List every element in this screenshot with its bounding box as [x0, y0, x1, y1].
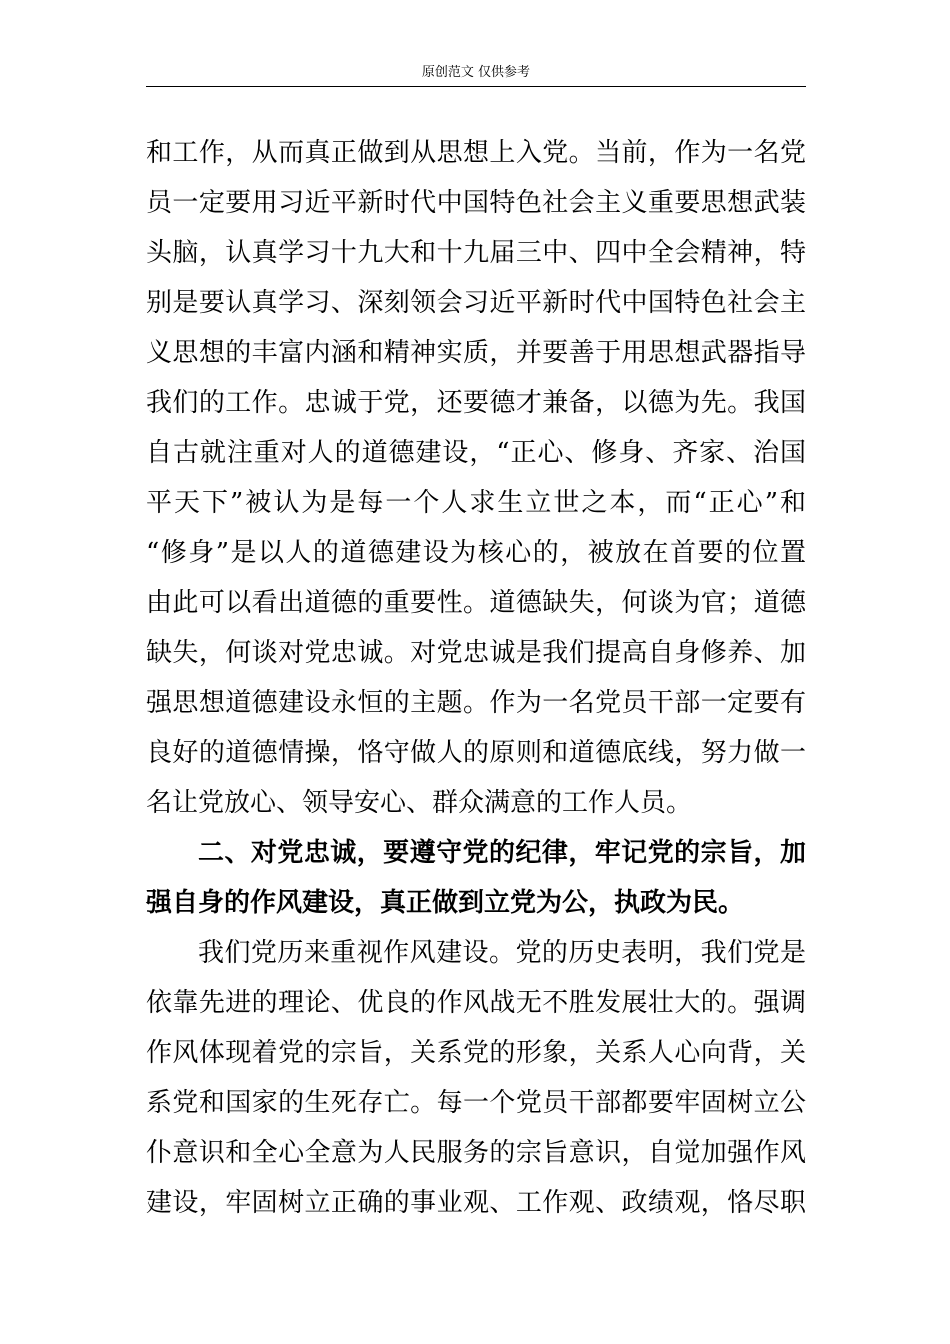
text-line: 仆意识和全心全意为人民服务的宗旨意识，自觉加强作风 — [146, 1138, 806, 1168]
text-line: 良好的道德情操，恪守做人的原则和道德底线，努力做一 — [146, 738, 806, 768]
text-line: 我们的工作。忠诚于党，还要德才兼备，以德为先。我国 — [146, 388, 806, 418]
text-line: 名让党放心、领导安心、群众满意的工作人员。 — [146, 788, 693, 818]
text-line: 员一定要用习近平新时代中国特色社会主义重要思想武装 — [146, 188, 806, 218]
text-line: 我们党历来重视作风建设。党的历史表明，我们党是 — [198, 938, 806, 968]
text-line: 和工作，从而真正做到从思想上入党。当前，作为一名党 — [146, 138, 806, 168]
text-line: 建设，牢固树立正确的事业观、工作观、政绩观，恪尽职 — [146, 1188, 806, 1218]
text-line: 作风体现着党的宗旨，关系党的形象，关系人心向背，关 — [146, 1038, 806, 1068]
text-line: “修身”是以人的道德建设为核心的，被放在首要的位置 — [146, 538, 806, 568]
text-line: 头脑，认真学习十九大和十九届三中、四中全会精神，特 — [146, 238, 806, 268]
header-text: 原创范文 仅供参考 — [421, 65, 531, 80]
text-line: 自古就注重对人的道德建设，“正心、修身、齐家、治国 — [146, 438, 806, 468]
text-line: 强思想道德建设永恒的主题。作为一名党员干部一定要有 — [146, 688, 806, 718]
text-line: 别是要认真学习、深刻领会习近平新时代中国特色社会主 — [146, 288, 806, 318]
text-line: 由此可以看出道德的重要性。道德缺失，何谈为官；道德 — [146, 588, 806, 618]
text-line: 义思想的丰富内涵和精神实质，并要善于用思想武器指导 — [146, 338, 806, 368]
text-line: 平天下”被认为是每一个人求生立世之本，而“正心”和 — [146, 488, 806, 518]
text-line: 系党和国家的生死存亡。每一个党员干部都要牢固树立公 — [146, 1088, 806, 1118]
text-line: 依靠先进的理论、优良的作风战无不胜发展壮大的。强调 — [146, 988, 806, 1018]
section-heading-line: 二、对党忠诚，要遵守党的纪律，牢记党的宗旨，加 — [198, 838, 806, 868]
text-line: 缺失，何谈对党忠诚。对党忠诚是我们提高自身修养、加 — [146, 638, 806, 668]
section-heading-line: 强自身的作风建设，真正做到立党为公，执政为民。 — [146, 888, 745, 918]
page-header — [146, 62, 806, 87]
